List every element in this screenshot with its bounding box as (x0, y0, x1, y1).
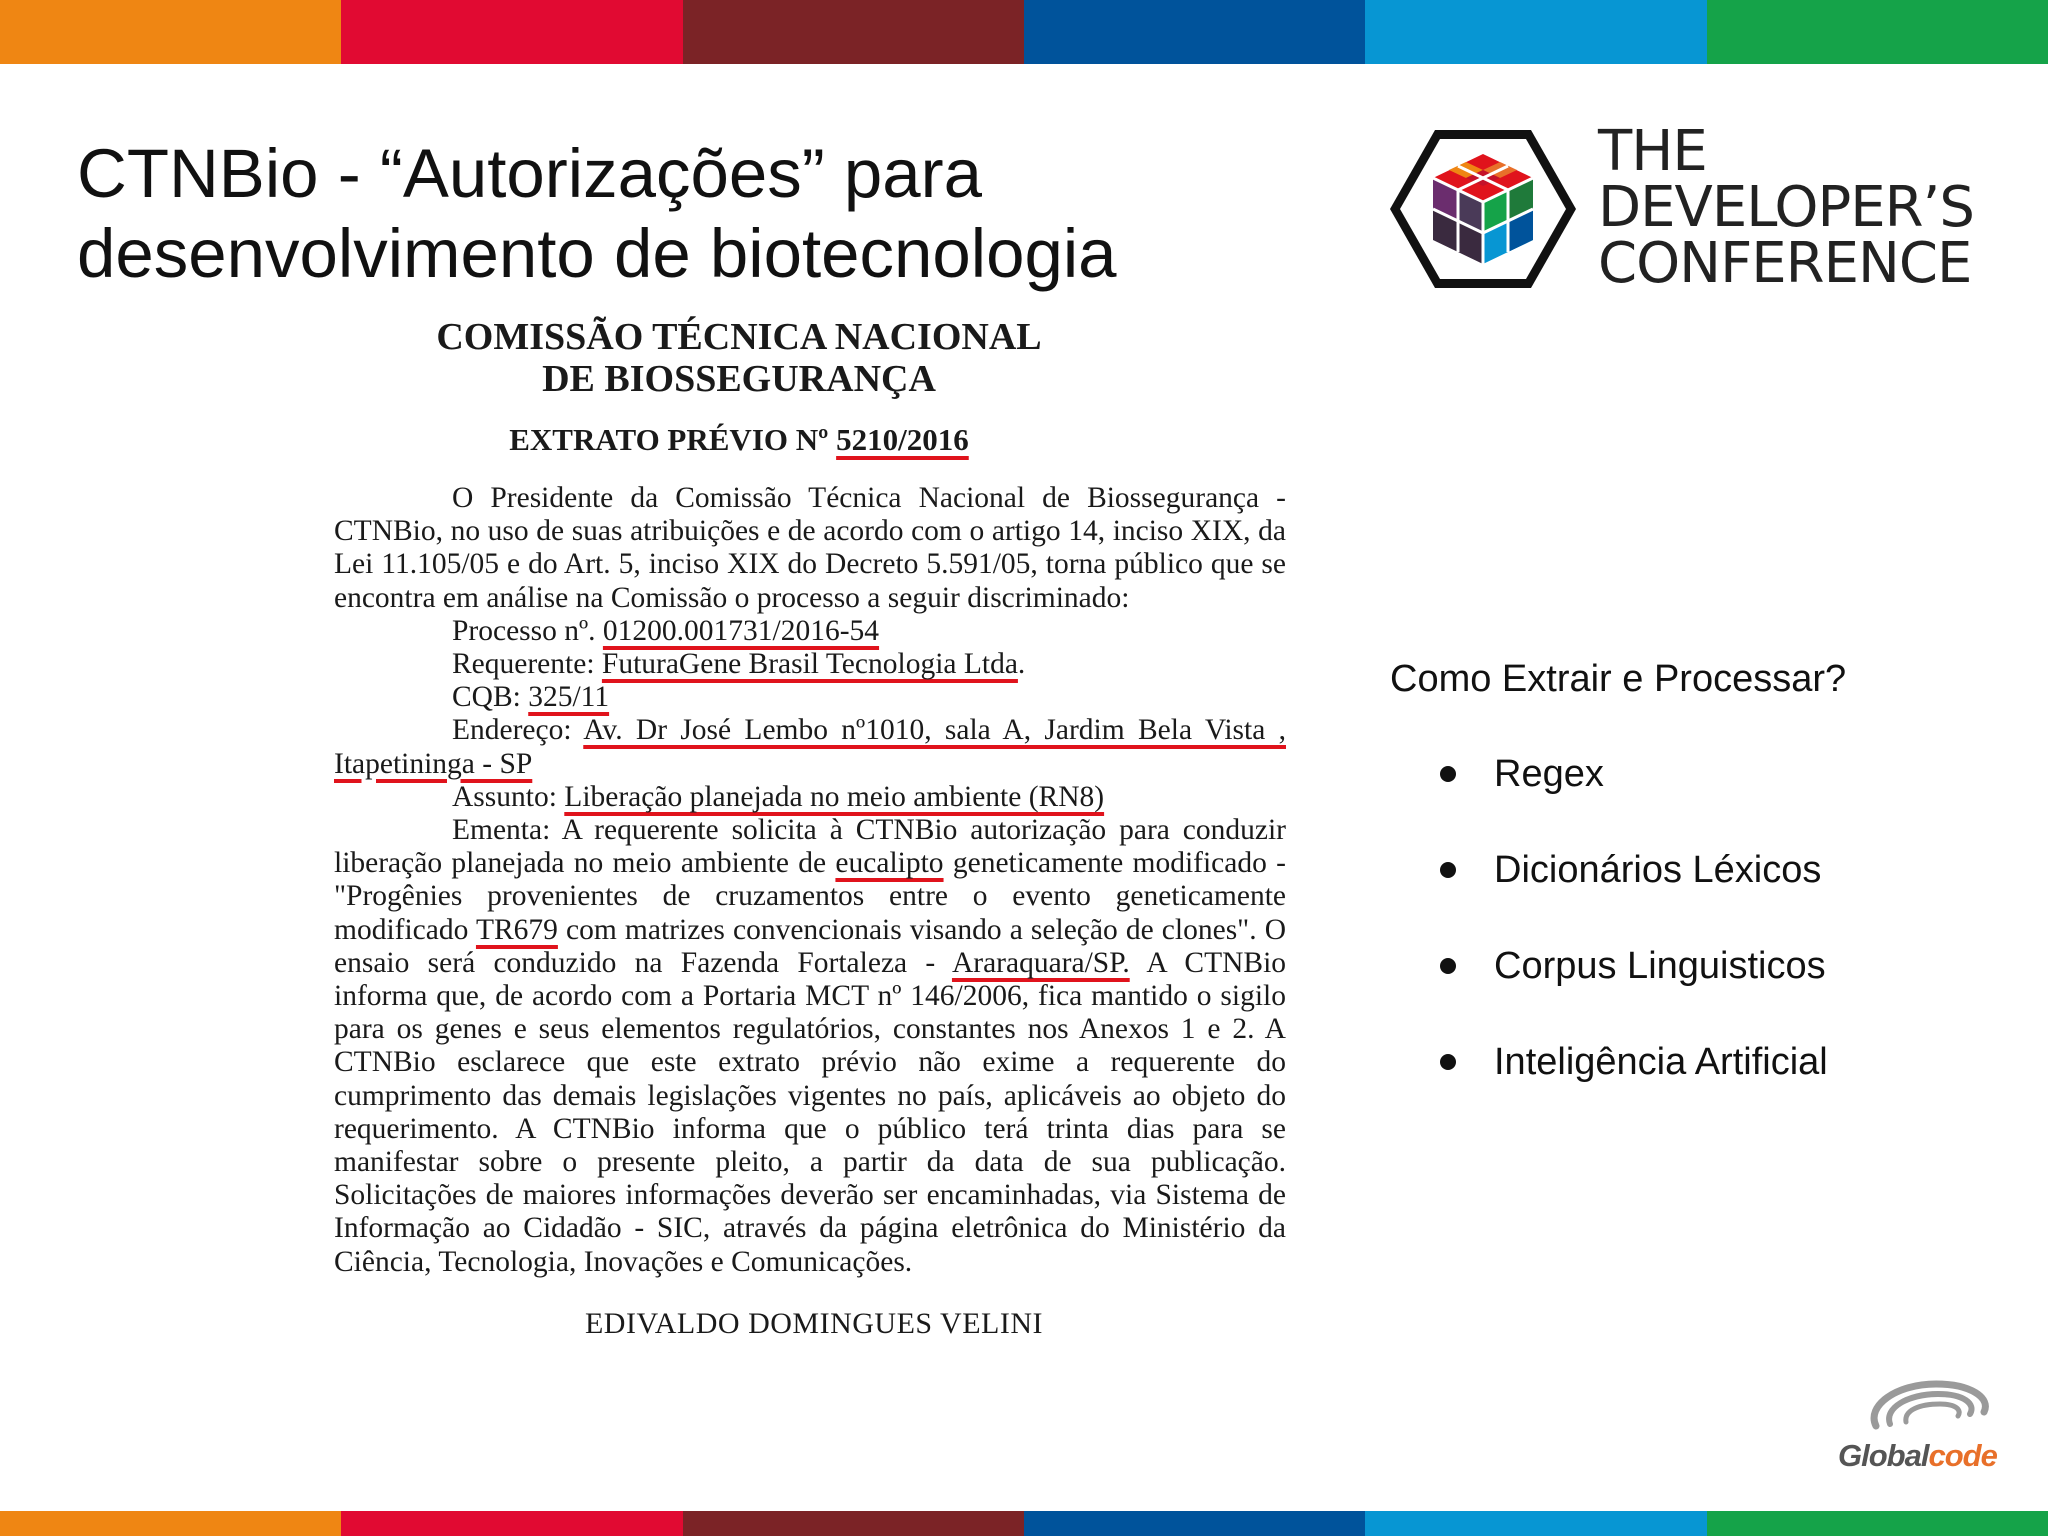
extrato-prefix: EXTRATO PRÉVIO Nº (509, 422, 829, 457)
cqb-line (334, 681, 1286, 714)
bullet-dot-icon (1440, 1054, 1456, 1070)
stripe-segment (0, 0, 341, 64)
bullet-text: Regex (1494, 753, 1604, 795)
stripe-segment (1707, 1511, 2048, 1536)
bullet-item (1440, 1040, 1828, 1136)
stripe-segment (1024, 1511, 1365, 1536)
requerente-line (334, 648, 1286, 681)
document-heading (374, 316, 1104, 400)
stripe-segment (341, 1511, 682, 1536)
globalcode-wordmark (1838, 1438, 1997, 1474)
bullet-text: Corpus Linguisticos (1494, 945, 1826, 987)
top-color-stripe (0, 0, 2048, 64)
sidebar-question: Como Extrair e Processar? (1390, 658, 1847, 700)
stripe-segment (683, 1511, 1024, 1536)
bullet-item (1440, 752, 1828, 848)
ementa-paragraph (334, 814, 1286, 1279)
logo-line1: THE (1598, 119, 1707, 184)
bullet-text: Inteligência Artificial (1494, 1041, 1828, 1083)
endereco-label: Endereço: (452, 714, 572, 747)
stripe-segment (1365, 0, 1706, 64)
bottom-color-stripe (0, 1511, 2048, 1536)
processo-line (334, 615, 1286, 648)
cqb-value: 325/11 (528, 681, 610, 714)
slide-title-line2: desenvolvimento de biotecnologia (77, 215, 1117, 292)
ementa-eucalipto: eucalipto (835, 847, 944, 880)
logo-line2: DEVELOPER’S (1598, 175, 1974, 240)
assunto-value: Liberação planejada no meio ambiente (RN8) (564, 780, 1105, 813)
stripe-segment (1707, 0, 2048, 64)
assunto-label: Assunto: (452, 780, 557, 813)
requerente-end: . (1017, 648, 1026, 681)
conference-logo-text (1598, 119, 1974, 296)
wordmark-global: Global (1838, 1438, 1929, 1473)
stripe-segment (1024, 0, 1365, 64)
ementa-text-3: com matrizes convencionais visando a seleção de clones". O ensaio será conduzido na Fazenda Fortaleza - (334, 913, 1287, 979)
requerente-value: FuturaGene Brasil Tecnologia Ltda (601, 648, 1018, 681)
bullet-item (1440, 944, 1828, 1040)
stripe-segment (341, 0, 682, 64)
ementa-local: Araraquara/SP. (951, 946, 1130, 979)
cube-logo-icon (1388, 126, 1578, 292)
stripe-segment (0, 1511, 341, 1536)
requerente-label: Requerente: (452, 648, 595, 681)
heading-line1: COMISSÃO TÉCNICA NACIONAL (436, 316, 1042, 358)
swirl-icon (1856, 1376, 1996, 1438)
globalcode-logo (1830, 1376, 2010, 1476)
bullet-item (1440, 848, 1828, 944)
assunto-line (334, 781, 1286, 814)
extrato-title (374, 422, 1104, 458)
stripe-segment (1365, 1511, 1706, 1536)
heading-line2: DE BIOSSEGURANÇA (542, 358, 936, 400)
slide-title-line1: CTNBio - “Autorizações” para (77, 135, 982, 212)
ementa-text-2: geneticamente modificado - "Progênies provenientes de cruzamentos entre o evento geneticamente modificado (334, 847, 1286, 946)
endereco-value: Av. Dr José Lembo nº1010, sala A, Jardim Bela Vista , Itapetininga - SP (334, 714, 1286, 780)
bullet-dot-icon (1440, 958, 1456, 974)
bullet-dot-icon (1440, 862, 1456, 878)
bullet-text: Dicionários Léxicos (1494, 849, 1822, 891)
ementa-tr679: TR679 (475, 913, 558, 946)
ementa-text-4: A CTNBio informa que, de acordo com a Portaria MCT nº 146/2006, fica mantido o sigilo para os genes e seus elementos regulatórios, constantes nos Anexos 1 e 2. A CTNBio esclarece que este extrato prévio não exime a requerente do cumprimento das demais legislações vigentes no país, aplicáveis ao objeto do requerimento. A CTNBio informa que o público terá trinta dias para se manifestar sobre o presente pleito, a partir da data de sua publicação. Solicitações de maiores informações deverão ser encaminhadas, via Sistema de Informação ao Cidadão - SIC, através da página eletrônica do Ministério da Ciência, Tecnologia, Inovações e Comunicações. (334, 946, 1287, 1278)
ementa-text-1: Ementa: A requerente solicita à CTNBio autorização para conduzir liberação planejada no meio ambiente de (334, 814, 1286, 880)
bullet-dot-icon (1440, 766, 1456, 782)
extrato-number: 5210/2016 (836, 422, 969, 457)
cqb-label: CQB: (452, 681, 521, 714)
slide-title (77, 134, 1327, 294)
document-scan (334, 316, 1286, 1341)
processo-value: 01200.001731/2016-54 (602, 614, 880, 647)
sidebar-bullet-list (1440, 752, 1828, 1136)
intro-paragraph: O Presidente da Comissão Técnica Nacional de Biossegurança - CTNBio, no uso de suas atribuições e de acordo com o artigo 14, inciso XIX, da Lei 11.105/05 e do Art. 5, inciso XIX do Decreto 5.591/05, torna público que se encontra em análise na Comissão o processo a seguir discriminado: (334, 482, 1286, 614)
endereco-line (334, 714, 1286, 780)
wordmark-code: code (1928, 1438, 1997, 1473)
stripe-segment (683, 0, 1024, 64)
document-signature: EDIVALDO DOMINGUES VELINI (584, 1306, 1044, 1340)
processo-label: Processo nº. (452, 614, 596, 647)
logo-line3: CONFERENCE (1598, 231, 1972, 296)
document-body (334, 482, 1286, 1279)
